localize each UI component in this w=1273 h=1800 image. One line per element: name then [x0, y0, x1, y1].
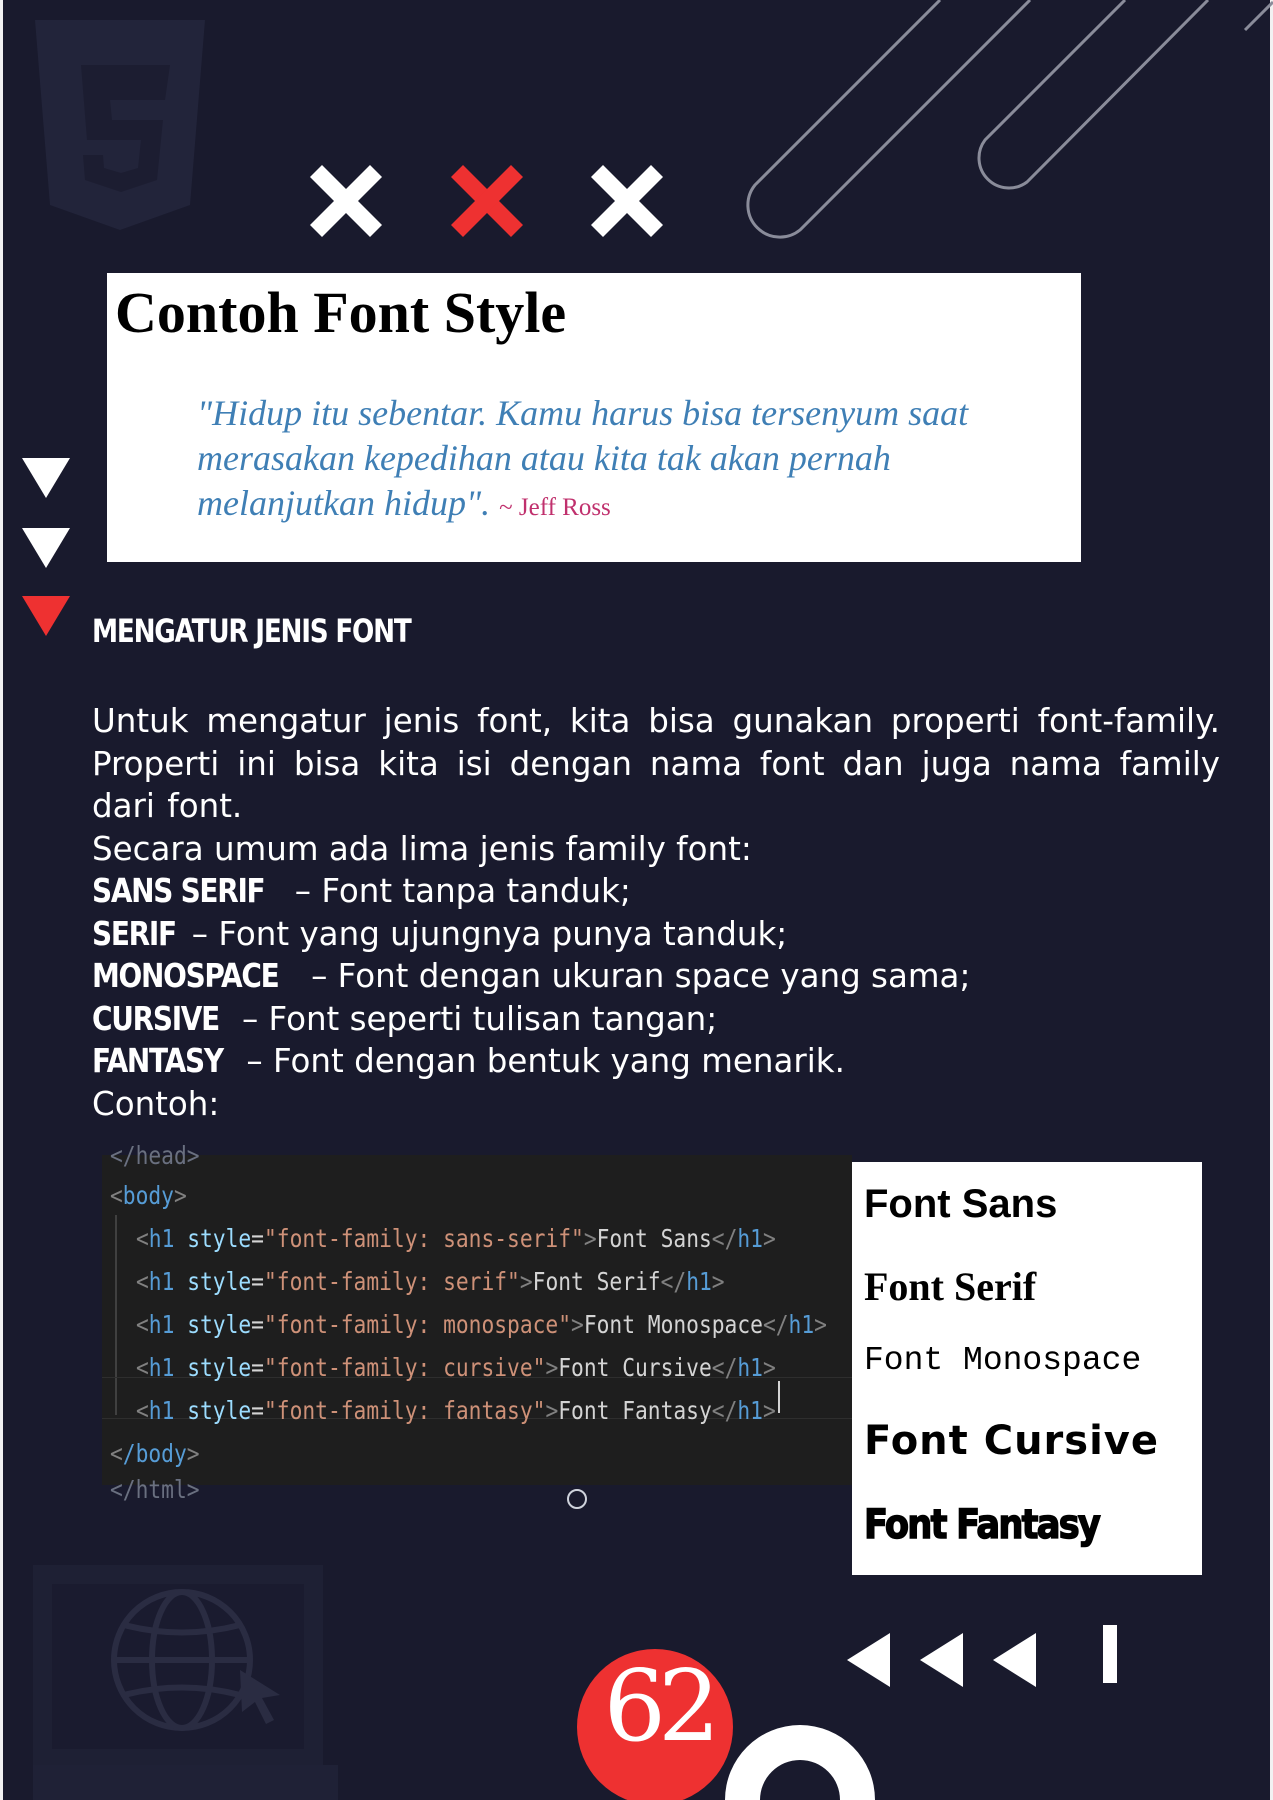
code-attr: style [187, 1353, 252, 1382]
decorative-lines [730, 0, 1273, 280]
code-line-body-close: </body> [110, 1439, 200, 1468]
family-desc: – Font dengan ukuran space yang sama; [300, 957, 971, 995]
x-marks [310, 165, 680, 245]
code-line: <h1 style="font-family: cursive">Font Cursive</h1> [136, 1353, 776, 1382]
code-editor-panel [102, 1141, 852, 1504]
family-item [92, 870, 1220, 913]
code-line: <h1 style="font-family: monospace">Font Monospace</h1> [136, 1310, 827, 1339]
render-preview-panel [852, 1162, 1202, 1575]
family-item [92, 955, 1220, 998]
code-attr-value: "font-family: serif" [263, 1267, 520, 1296]
code-line: <h1 style="font-family: sans-serif">Font Sans</h1> [136, 1224, 776, 1253]
code-attr-value: "font-family: sans-serif" [263, 1224, 584, 1253]
page-number: 62 [603, 1650, 713, 1764]
code-text: Font Monospace [583, 1310, 763, 1339]
family-name: FANTASY [92, 1042, 223, 1080]
triangle-down-icon [22, 528, 70, 568]
code-attr: style [187, 1224, 252, 1253]
code-tag: h1 [686, 1267, 712, 1296]
family-name: MONOSPACE [92, 957, 279, 995]
code-tag: body [122, 1181, 174, 1210]
code-tag: h1 [148, 1267, 175, 1296]
code-tag: h1 [788, 1310, 815, 1339]
quote-author: ~ Jeff Ross [499, 494, 611, 521]
code-faded-text: </html> [110, 1475, 200, 1504]
code-tag: h1 [148, 1353, 175, 1382]
code-tag: h1 [737, 1224, 763, 1253]
triangle-down-icon [22, 596, 70, 636]
code-line: <h1 style="font-family: fantasy">Font Fantasy</h1> [136, 1396, 776, 1425]
family-name: SERIF [92, 914, 176, 953]
code-tag: h1 [148, 1310, 175, 1339]
triangle-markers [22, 458, 74, 638]
code-attr-value: "font-family: fantasy" [263, 1396, 546, 1425]
code-tag: h1 [148, 1224, 175, 1253]
code-attr: style [187, 1310, 252, 1339]
body-text [92, 700, 1220, 1125]
quote-card-title: Contoh Font Style [115, 280, 567, 345]
close-x-icon [597, 171, 657, 231]
css3-logo-icon [25, 20, 215, 240]
page-edge-left [0, 0, 3, 1800]
code-tag: h1 [737, 1396, 763, 1425]
lead-line: Secara umum ada lima jenis family font: [92, 829, 752, 868]
family-item [92, 1040, 1220, 1083]
code-attr-value: "font-family: monospace" [263, 1310, 572, 1339]
code-attr-value: "font-family: cursive" [263, 1353, 546, 1382]
example-label: Contoh: [92, 1084, 220, 1123]
code-tag: /body [122, 1439, 187, 1468]
preview-font-sans: Font Sans [864, 1182, 1058, 1226]
preview-font-cursive: Font Cursive [864, 1418, 1159, 1464]
code-line: <h1 style="font-family: serif">Font Serif</h1> [136, 1267, 725, 1296]
family-desc: – Font dengan bentuk yang menarik. [236, 1042, 845, 1080]
nav-arrows [845, 1625, 1125, 1695]
family-name: SANS SERIF [92, 872, 265, 910]
code-text: Font Fantasy [558, 1396, 712, 1425]
code-tag: h1 [737, 1353, 763, 1382]
close-x-icon [457, 171, 517, 231]
code-text: Font Serif [532, 1267, 661, 1296]
quote-text [197, 391, 1057, 530]
close-x-icon [316, 171, 376, 231]
section-heading: MENGATUR JENIS FONT [92, 612, 411, 650]
code-text: Font Sans [596, 1224, 712, 1253]
code-tag: h1 [148, 1396, 175, 1425]
intro-paragraph: Untuk mengatur jenis font, kita bisa gunakan properti font-family. Properti ini bisa kita isi dengan nama font dan juga nama family dari font. [92, 702, 1220, 825]
code-line-faded [110, 1475, 200, 1504]
family-desc: – Font yang ujungnya punya tanduk; [181, 914, 788, 953]
quote-body: "Hidup itu sebentar. Kamu harus bisa tersenyum saat merasakan kepedihan atau kita tak akan pernah melanjutkan hidup". [197, 393, 969, 523]
circle-marker [567, 1489, 587, 1509]
code-attr: style [187, 1396, 252, 1425]
code-attr: style [187, 1267, 252, 1296]
family-desc: – Font tanpa tanduk; [284, 872, 631, 910]
triangle-down-icon [22, 458, 70, 498]
code-faded-text: </head> [110, 1141, 200, 1170]
preview-font-serif: Font Serif [864, 1264, 1037, 1309]
preview-font-fantasy: Font Fantasy [864, 1502, 1100, 1548]
code-text: Font Cursive [558, 1353, 712, 1382]
family-item [92, 913, 1220, 956]
family-item [92, 998, 1220, 1041]
family-desc: – Font seperti tulisan tangan; [231, 999, 718, 1038]
triangle-left-icon [993, 1633, 1036, 1687]
family-name: CURSIVE [92, 999, 219, 1038]
laptop-icon [30, 1560, 340, 1800]
quote-example-card [107, 273, 1081, 562]
code-line-body-open: <body> [110, 1181, 187, 1210]
triangle-left-icon [920, 1633, 963, 1687]
preview-font-monospace: Font Monospace [864, 1342, 1142, 1379]
text-cursor [778, 1381, 780, 1413]
code-line-faded [110, 1141, 200, 1170]
